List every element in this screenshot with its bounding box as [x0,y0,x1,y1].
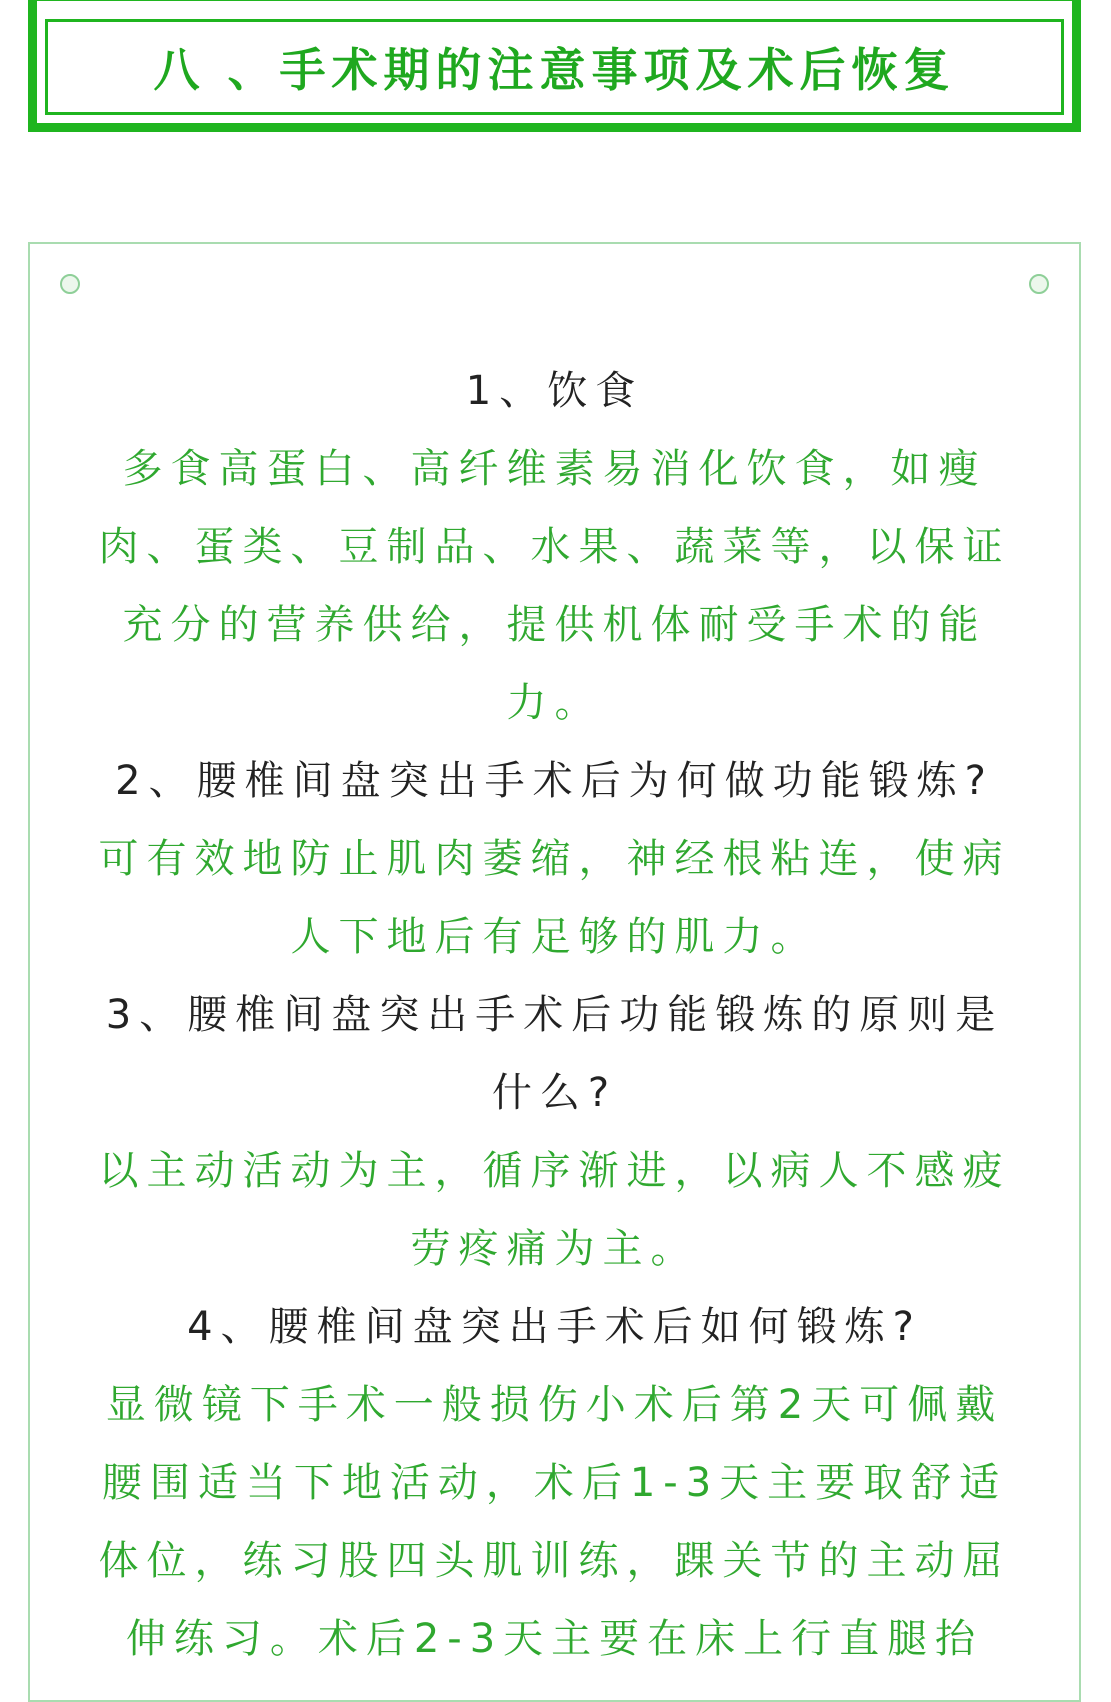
qa-list [94,352,1015,1678]
section-title-box [28,0,1081,132]
question-heading: 2、腰椎间盘突出手术后为何做功能锻炼? [115,758,994,804]
circle-ornament-icon [60,274,80,294]
content-card [28,242,1081,1702]
answer-text: 多食高蛋白、高纤维素易消化饮食，如瘦肉、蛋类、豆制品、水果、蔬菜等，以保证充分的营养供给，提供机体耐受手术的能力。 [98,446,1011,726]
answer-text: 以主动活动为主，循序渐进，以病人不感疲劳疼痛为主。 [98,1148,1011,1272]
circle-ornament-icon [1029,274,1049,294]
answer-text: 显微镜下手术一般损伤小术后第2天可佩戴腰围适当下地活动，术后1-3天主要取舒适体位，练习股四头肌训练，踝关节的主动屈伸练习。术后2-3天主要在床上行直腿抬 [98,1382,1011,1662]
question-heading: 3、腰椎间盘突出手术后功能锻炼的原则是什么? [105,992,1004,1116]
question-heading: 4、腰椎间盘突出手术后如何锻炼? [187,1304,922,1350]
answer-text: 可有效地防止肌肉萎缩，神经根粘连，使病人下地后有足够的肌力。 [98,836,1011,960]
section-title: 八 、手术期的注意事项及术后恢复 [153,43,956,97]
section-title-inner-frame [45,19,1064,115]
question-heading: 1、饮食 [465,368,644,414]
